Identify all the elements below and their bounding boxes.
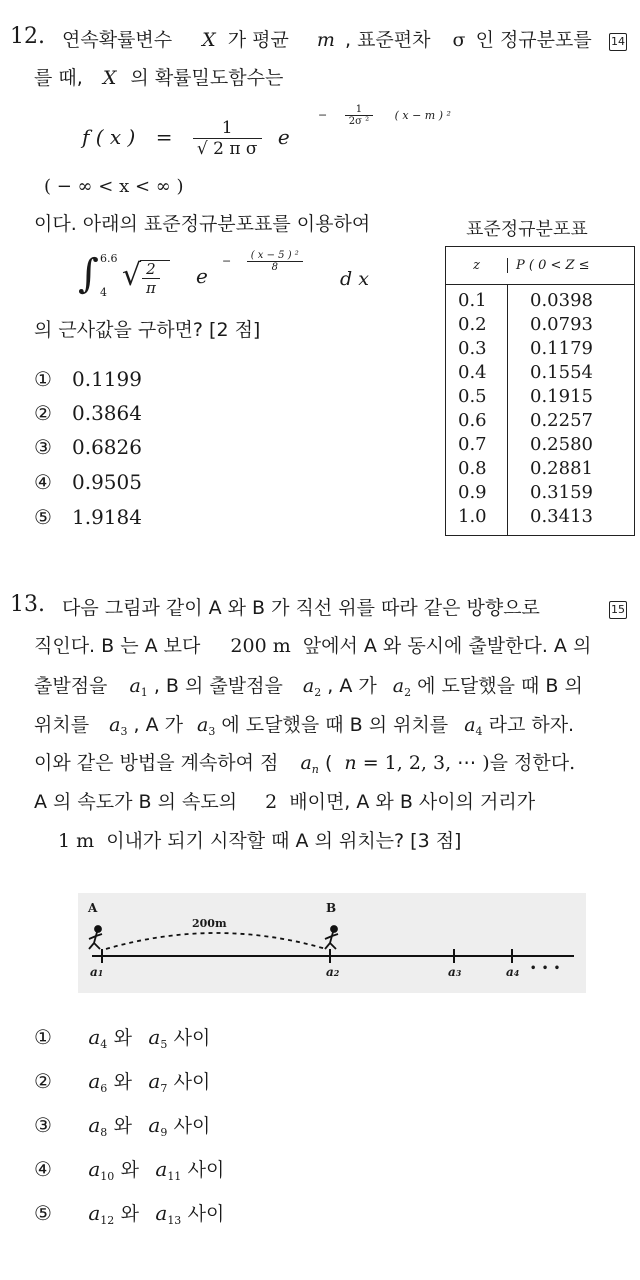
page-badge: 15 (609, 598, 627, 619)
runner-a-icon (89, 926, 102, 949)
motion-diagram (78, 893, 586, 993)
answer-option-2[interactable]: ② $a_6$ 와 $a_7$ 사이 (34, 1069, 211, 1095)
point-label-a2: a2 (326, 965, 340, 979)
table-cell-p: 0.1554 (530, 362, 593, 383)
integral-sign: ∫ (78, 251, 99, 297)
table-header-z: z (446, 258, 508, 273)
table-cell-p: 0.0398 (530, 290, 593, 311)
table-cell-z: 0.1 (458, 290, 487, 311)
question-text-line: 다음 그림과 같이 A 와 B 가 직선 위를 따라 같은 방향으로 (62, 597, 540, 619)
answer-option-5[interactable]: ⑤ 1.9184 (34, 505, 142, 529)
table-cell-p: 0.2257 (530, 410, 593, 431)
table-cell-p: 0.0793 (530, 314, 593, 335)
table-column-z (446, 285, 508, 535)
table-cell-p: 0.1915 (530, 386, 593, 407)
table-cell-z: 0.9 (458, 482, 487, 503)
question-number: 12. (10, 24, 45, 49)
distance-arc (106, 933, 326, 949)
table-column-p (508, 285, 634, 535)
question-text-line: 연속확률변수 X 가 평균 m , 표준편차 σ 인 정규분포를 (62, 29, 592, 51)
table-cell-z: 0.4 (458, 362, 487, 383)
point-label-a1: a1 (90, 965, 104, 979)
pdf-domain: ( − ∞ < x < ∞ ) (44, 176, 184, 197)
answer-options (34, 1024, 224, 1244)
question-text-line: 의 근사값을 구하면? [2 점] (34, 319, 261, 341)
table-cell-p: 0.3159 (530, 482, 593, 503)
integral-dx: d x (340, 268, 369, 290)
pdf-fraction: $\frac{1}{\text{√ 2 π σ}}$ (193, 118, 262, 159)
question-text-line: 를 때, X 의 확률밀도함수는 (34, 67, 284, 89)
answer-option-5[interactable]: ⑤ $a_{12}$ 와 $a_{13}$ 사이 (34, 1201, 225, 1227)
table-title: 표준정규분포표 (466, 219, 588, 240)
table-body (446, 285, 634, 535)
table-cell-z: 0.7 (458, 434, 487, 455)
label-b: B (326, 901, 337, 915)
runner-b-icon (325, 926, 338, 949)
table-header-row (446, 247, 634, 285)
question-text-line: 직인다. B 는 A 보다 200 m 앞에서 A 와 동시에 출발한다. A 의 (34, 635, 592, 657)
answer-options (34, 366, 142, 538)
point-label-a3: a3 (448, 965, 462, 979)
distance-label: 200m (192, 917, 227, 930)
table-cell-z: 0.3 (458, 338, 487, 359)
page-badge: 14 (609, 30, 627, 51)
pdf-exponent: − $\frac{1}{\text{2σ ²}}$ ( x − m ) ² (318, 104, 451, 127)
question-number: 13. (10, 592, 45, 617)
table-header-p: P ( 0 < Z ≤ (516, 258, 590, 273)
question-text-line: 이와 같은 방법을 계속하여 점 $a_n$ ( n = 1, 2, 3, ⋯ )을 정한다. (34, 752, 576, 776)
table-cell-p: 0.2580 (530, 434, 593, 455)
question-text-line: 이다. 아래의 표준정규분포표를 이용하여 (34, 213, 371, 235)
answer-option-3[interactable]: ③ $a_8$ 와 $a_9$ 사이 (34, 1113, 211, 1139)
table-cell-z: 0.8 (458, 458, 487, 479)
question-text-line: A 의 속도가 B 의 속도의 2 배이면, A 와 B 사이의 거리가 (34, 791, 536, 813)
question-text-line: 위치를 $a_3$ , A 가 $a_3$ 에 도달했을 때 B 의 위치를 $a_4$ 라고 하자. (34, 714, 575, 738)
point-label-a4: a4 (506, 965, 520, 979)
integral-fraction: $\frac{2}{\pi}$ (142, 260, 160, 297)
table-cell-p: 0.3413 (530, 506, 593, 527)
question-text-line: 1 m 이내가 되기 시작할 때 A 의 위치는? [3 점] (58, 830, 462, 852)
table-cell-p: 0.1179 (530, 338, 593, 359)
normal-distribution-table (445, 246, 635, 536)
table-cell-z: 0.6 (458, 410, 487, 431)
answer-option-3[interactable]: ③ 0.6826 (34, 435, 142, 459)
table-cell-z: 1.0 (458, 506, 487, 527)
question-text-line: 출발점을 $a_1$ , B 의 출발점을 $a_2$ , A 가 $a_2$ 에 도달했을 때 B 의 (34, 675, 583, 699)
table-cell-z: 0.2 (458, 314, 487, 335)
pdf-formula: f ( x ) = $\frac{1}{\text{√ 2 π σ}}$ e (82, 118, 290, 159)
sqrt-sign: √ (196, 139, 208, 159)
continuation-dots: • • • (530, 963, 562, 974)
answer-option-1[interactable]: ① 0.1199 (34, 367, 142, 391)
table-cell-p: 0.2881 (530, 458, 593, 479)
integral-exponent: − $\frac{\text{( x − 5 ) ²}}{8}$ (222, 250, 303, 273)
answer-option-4[interactable]: ④ 0.9505 (34, 470, 142, 494)
answer-option-4[interactable]: ④ $a_{10}$ 와 $a_{11}$ 사이 (34, 1157, 225, 1183)
table-cell-z: 0.5 (458, 386, 487, 407)
label-a: A (88, 901, 98, 915)
answer-option-2[interactable]: ② 0.3864 (34, 401, 142, 425)
answer-option-1[interactable]: ① $a_4$ 와 $a_5$ 사이 (34, 1025, 211, 1051)
sqrt-sign: √ (122, 258, 142, 293)
